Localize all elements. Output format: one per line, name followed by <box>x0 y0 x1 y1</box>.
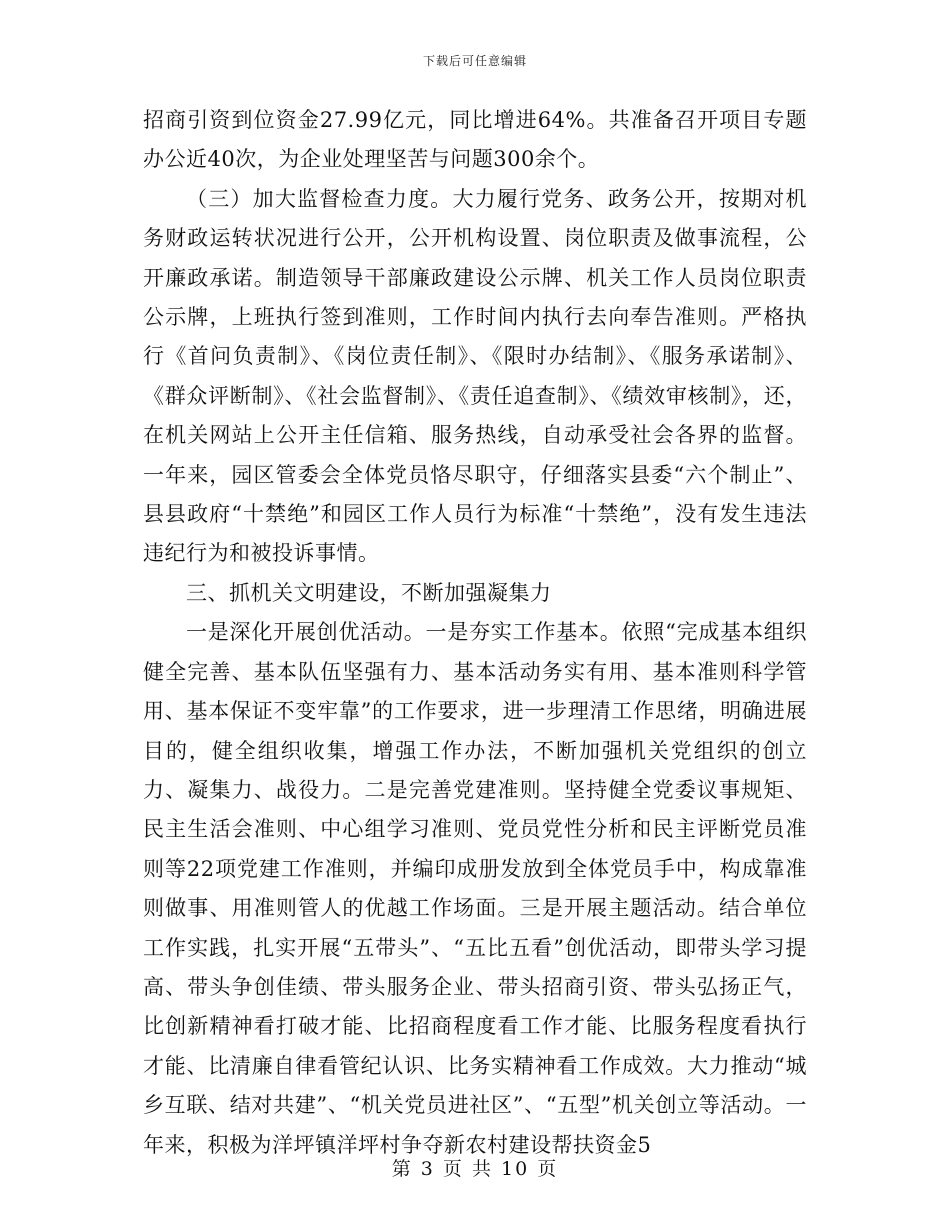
page-footer: 第 3 页 共 10 页 <box>391 1158 559 1180</box>
document-body <box>143 101 807 1165</box>
paragraph-supervision: （三）加大监督检查力度。大力履行党务、政务公开，按期对机务财政运转状况进行公开，公开机构设置、岗位职责及做事流程，公开廉政承诺。制造领导干部廉政建设公示牌、机关工作人员岗位职责公示牌，上班执行签到准则，工作时间内执行去向奉告准则。严格执行《首问负责制》、《岗位责任制》、《限时办结制》、《服务承诺制》、《群众评断制》、《社会监督制》、《责任追查制》、《绩效审核制》，还，在机关网站上公开主任信箱、服务热线，自动承受社会各界的监督。一年来，园区管委会全体党员恪尽职守，仔细落实县委“六个制止”、县县政府“十禁绝”和园区工作人员行为标准“十禁绝”，没有发生违法违纪行为和被投诉事情。 <box>143 186 807 566</box>
paragraph-activities: 一是深化开展创优活动。一是夯实工作基本。依照“完成基本组织健全完善、基本队伍坚强有力、基本活动务实有用、基本准则科学管用、基本保证不变牢靠”的工作要求，进一步理清工作思绪，明确进展目的，健全组织收集，增强工作办法，不断加强机关党组织的创立力、凝集力、战役力。二是完善党建准则。坚持健全党委议事规矩、民主生活会准则、中心组学习准则、党员党性分析和民主评断党员准则等22项党建工作准则，并编印成册发放到全体党员手中，构成靠准则做事、用准则管人的优越工作场面。三是开展主题活动。结合单位工作实践，扎实开展“五带头”、“五比五看”创优活动，即带头学习提高、带头争创佳绩、带头服务企业、带头招商引资、带头弘扬正气，比创新精神看打破才能、比招商程度看工作才能、比服务程度看执行才能、比清廉自律看管纪认识、比务实精神看工作成效。大力推动“城乡互联、结对共建”、“机关党员进社区”、“五型”机关创立等活动。一年来，积极为洋坪镇洋坪村争夺新农村建设帮扶资金5 <box>143 620 807 1157</box>
header-note: 下载后可任意编辑 <box>422 54 527 68</box>
section-heading: 三、抓机关文明建设，不断加强凝集力 <box>186 580 552 605</box>
paragraph-continuation: 招商引资到位资金27.99亿元，同比增进64%。共准备召开项目专题办公近40次，为企业处理坚苦与问题300余个。 <box>143 108 807 172</box>
